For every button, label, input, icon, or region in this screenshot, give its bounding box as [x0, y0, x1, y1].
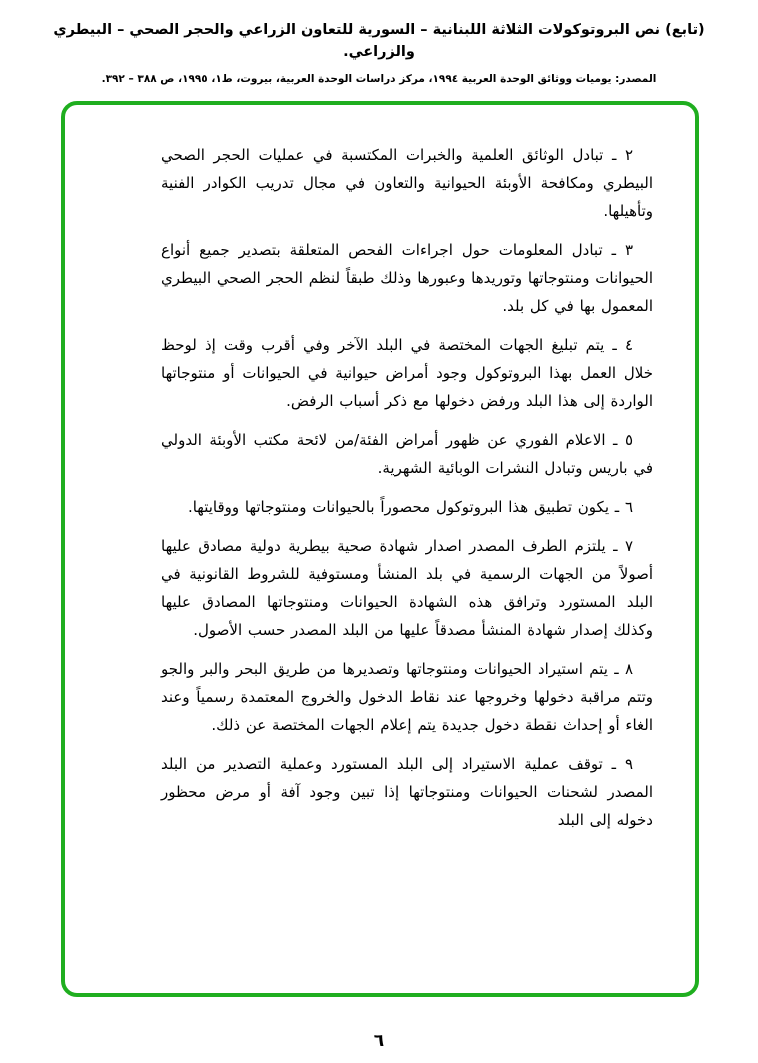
paragraph-item-2: ٢ ـ تبادل الوثائق العلمية والخبرات المكتسبة في عمليات الحجر الصحي البيطري ومكافحة الأوبئة الحيوانية والتعاون في مجال تدريب الكوادر الفنية وتأهيلها. — [161, 146, 653, 220]
paragraph-item-6: ٦ ـ يكون تطبيق هذا البروتوكول محصوراً بالحيوانات ومنتوجاتها ووقايتها. — [187, 498, 633, 516]
document-title: (تابع) نص البروتوكولات الثلاثة اللبنانية – السورية للتعاون الزراعي والحجر الصحي – البيطري والزراعي. — [53, 22, 705, 60]
paragraph-item-7: ٧ ـ يلتزم الطرف المصدر اصدار شهادة صحية بيطرية دولية مصادق عليها أصولاً من الجهات الرسمية في بلد المنشأ ومستوفية للشروط القانونية في البلد المستورد وترافق هذه الشهادة الحيوانات ومنتوجاتها المصادق عليها وكذلك إصدار شهادة المنشأ مصدقاً عليها من البلد المصدر حسب الأصول. — [161, 537, 653, 639]
paragraph-item-5: ٥ ـ الاعلام الفوري عن ظهور أمراض الفئة/من لائحة مكتب الأوبئة الدولي في باريس وتبادل النشرات الوبائية الشهرية. — [161, 431, 653, 477]
green-border-frame — [61, 101, 699, 997]
page-number: ٦ — [373, 1031, 385, 1051]
body-text-column — [161, 141, 653, 845]
page-footer — [0, 1031, 758, 1051]
paragraph-item-4: ٤ ـ يتم تبليغ الجهات المختصة في البلد الآخر وفي أقرب وقت إذ لوحظ خلال العمل بهذا البروتوكول وجود أمراض حيوانية في الحيوانات أو منتوجاتها الواردة إلى هذا البلد ورفض دخولها مع ذكر أسباب الرفض. — [161, 336, 653, 410]
paragraph-item-8: ٨ ـ يتم استيراد الحيوانات ومنتوجاتها وتصديرها من طريق البحر والبر والجو وتتم مراقبة دخولها وخروجها عند نقاط الدخول والخروج المعتمدة رسمياً وعند الغاء أو إحداث نقطة دخول جديدة يتم إعلام الجهات المختصة عن ذلك. — [161, 660, 653, 734]
paragraph-item-3: ٣ ـ تبادل المعلومات حول اجراءات الفحص المتعلقة بتصدير جميع أنواع الحيوانات ومنتوجاتها وتوريدها وعبورها وذلك طبقاً لنظم الحجر الصحي البيطري المعمول بها في كل بلد. — [161, 241, 653, 315]
paragraph-item-9: ٩ ـ توقف عملية الاستيراد إلى البلد المستورد وعملية التصدير من البلد المصدر لشحنات الحيوانات ومنتوجاتها إذا تبين وجود آفة أو مرض محظور دخوله إلى البلد — [161, 755, 653, 829]
page-header — [30, 20, 728, 85]
source-citation: المصدر: يوميات ووثائق الوحدة العربية ١٩٩٤، مركز دراسات الوحدة العربية، بيروت، ط١، ١٩٩٥، ص ٣٨٨ – ٣٩٢. — [101, 72, 657, 85]
